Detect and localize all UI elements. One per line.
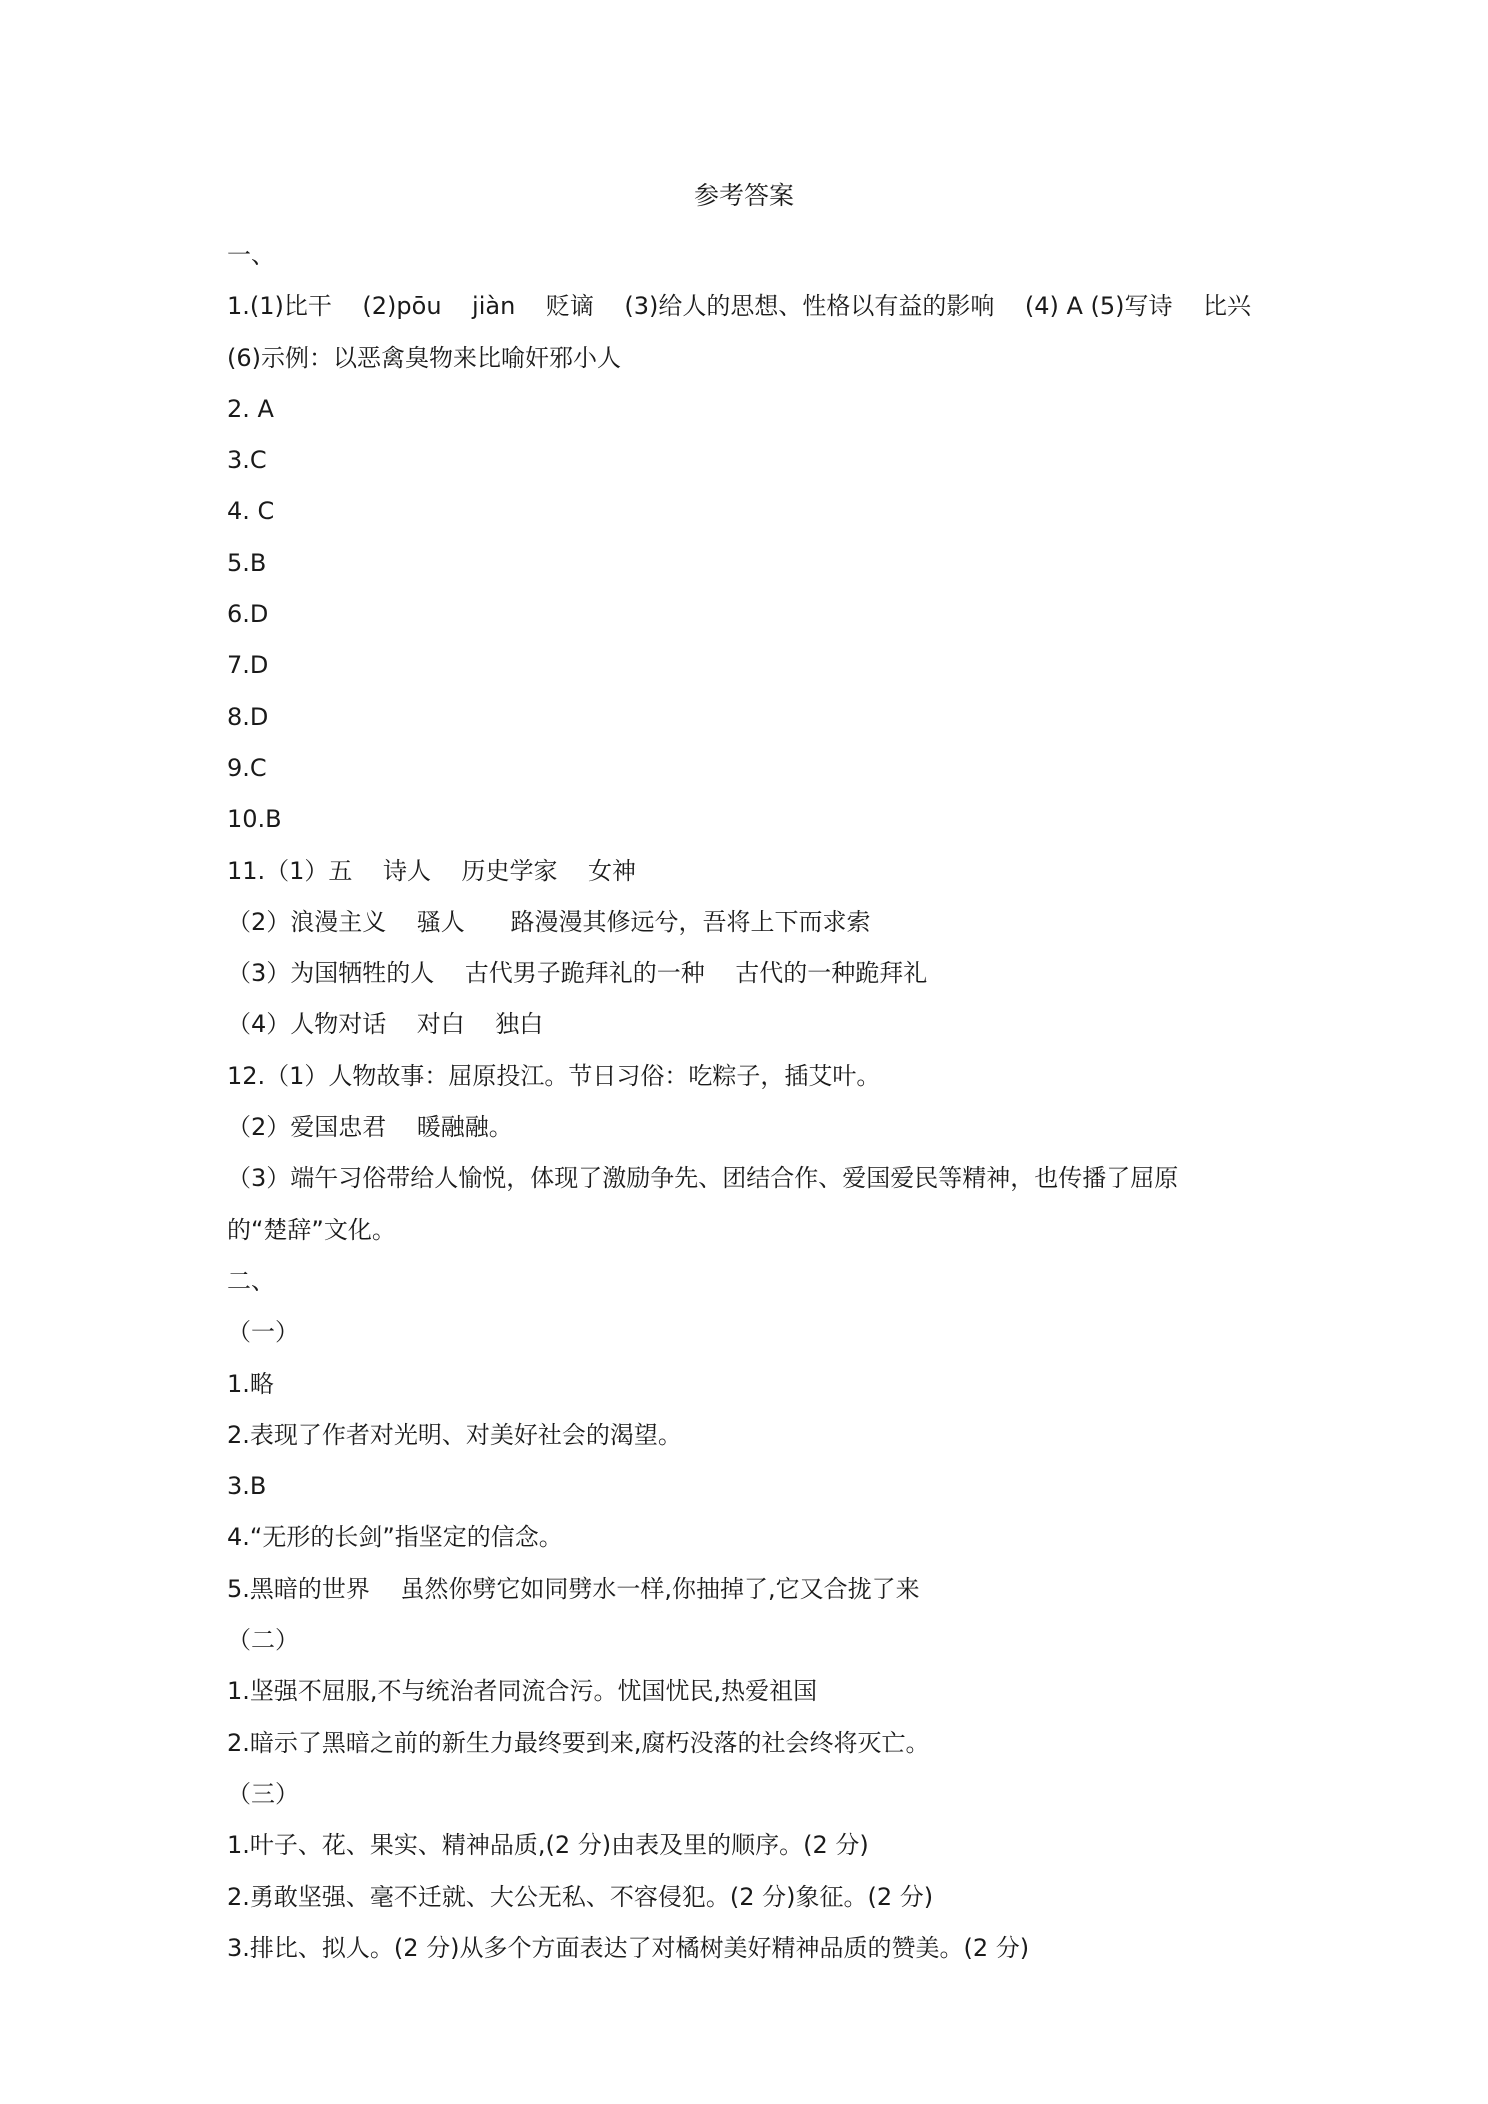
answer-line: 4. C	[227, 497, 275, 526]
subsection-heading: （一）	[227, 1318, 299, 1347]
answer-line: 2.表现了作者对光明、对美好社会的渴望。	[227, 1420, 682, 1449]
page-title: 参考答案	[693, 181, 794, 210]
answer-line: （3）为国牺牲的人 古代男子跪拜礼的一种 古代的一种跪拜礼	[227, 959, 928, 988]
answer-line: （3）端午习俗带给人愉悦，体现了激励争先、团结合作、爱国爱民等精神，也传播了屈原	[227, 1164, 1179, 1193]
subsection-heading: （二）	[227, 1626, 299, 1655]
answer-line: 2. A	[227, 394, 274, 423]
answer-line: 1.坚强不屈服,不与统治者同流合污。忧国忧民,热爱祖国	[227, 1677, 818, 1706]
answer-line: 2.勇敢坚强、毫不迁就、大公无私、不容侵犯。(2 分)象征。(2 分)	[227, 1882, 934, 1911]
answer-list	[227, 230, 1277, 1974]
answer-line: 3.C	[227, 446, 267, 475]
answer-line: 11.（1）五 诗人 历史学家 女神	[227, 856, 636, 885]
answer-line: 8.D	[227, 702, 269, 731]
answer-line: 4.“无形的长剑”指坚定的信念。	[227, 1523, 563, 1552]
answer-line: 的“楚辞”文化。	[227, 1215, 396, 1244]
answer-line: 1.略	[227, 1369, 274, 1398]
section-heading-2: 二、	[227, 1266, 275, 1295]
answer-line: 5.黑暗的世界 虽然你劈它如同劈水一样,你抽掉了,它又合拢了来	[227, 1574, 920, 1603]
answer-line: 6.D	[227, 600, 269, 629]
answer-line: 12.（1）人物故事：屈原投江。节日习俗：吃粽子，插艾叶。	[227, 1061, 881, 1090]
answer-line: (6)示例：以恶禽臭物来比喻奸邪小人	[227, 343, 621, 372]
answer-line: 2.暗示了黑暗之前的新生力最终要到来,腐朽没落的社会终将灭亡。	[227, 1728, 930, 1757]
answer-line: 7.D	[227, 651, 269, 680]
answer-line: 10.B	[227, 805, 282, 834]
answer-line: 3.排比、拟人。(2 分)从多个方面表达了对橘树美好精神品质的赞美。(2 分)	[227, 1933, 1030, 1962]
answer-line: 5.B	[227, 548, 267, 577]
subsection-heading: （三）	[227, 1779, 299, 1808]
answer-line: 3.B	[227, 1472, 267, 1501]
answer-line: 1.(1)比干 (2)pōu jiàn 贬谪 (3)给人的思想、性格以有益的影响 (4) A (5)写诗 比兴	[227, 292, 1252, 321]
answer-line: 1.叶子、花、果实、精神品质,(2 分)由表及里的顺序。(2 分)	[227, 1831, 869, 1860]
answer-line: （2）浪漫主义 骚人 路漫漫其修远兮，吾将上下而求索	[227, 907, 871, 936]
answer-line: 9.C	[227, 753, 267, 782]
answer-line: （4）人物对话 对白 独白	[227, 1010, 544, 1039]
answer-line: （2）爱国忠君 暖融融。	[227, 1113, 513, 1142]
section-heading-1: 一、	[227, 241, 275, 269]
